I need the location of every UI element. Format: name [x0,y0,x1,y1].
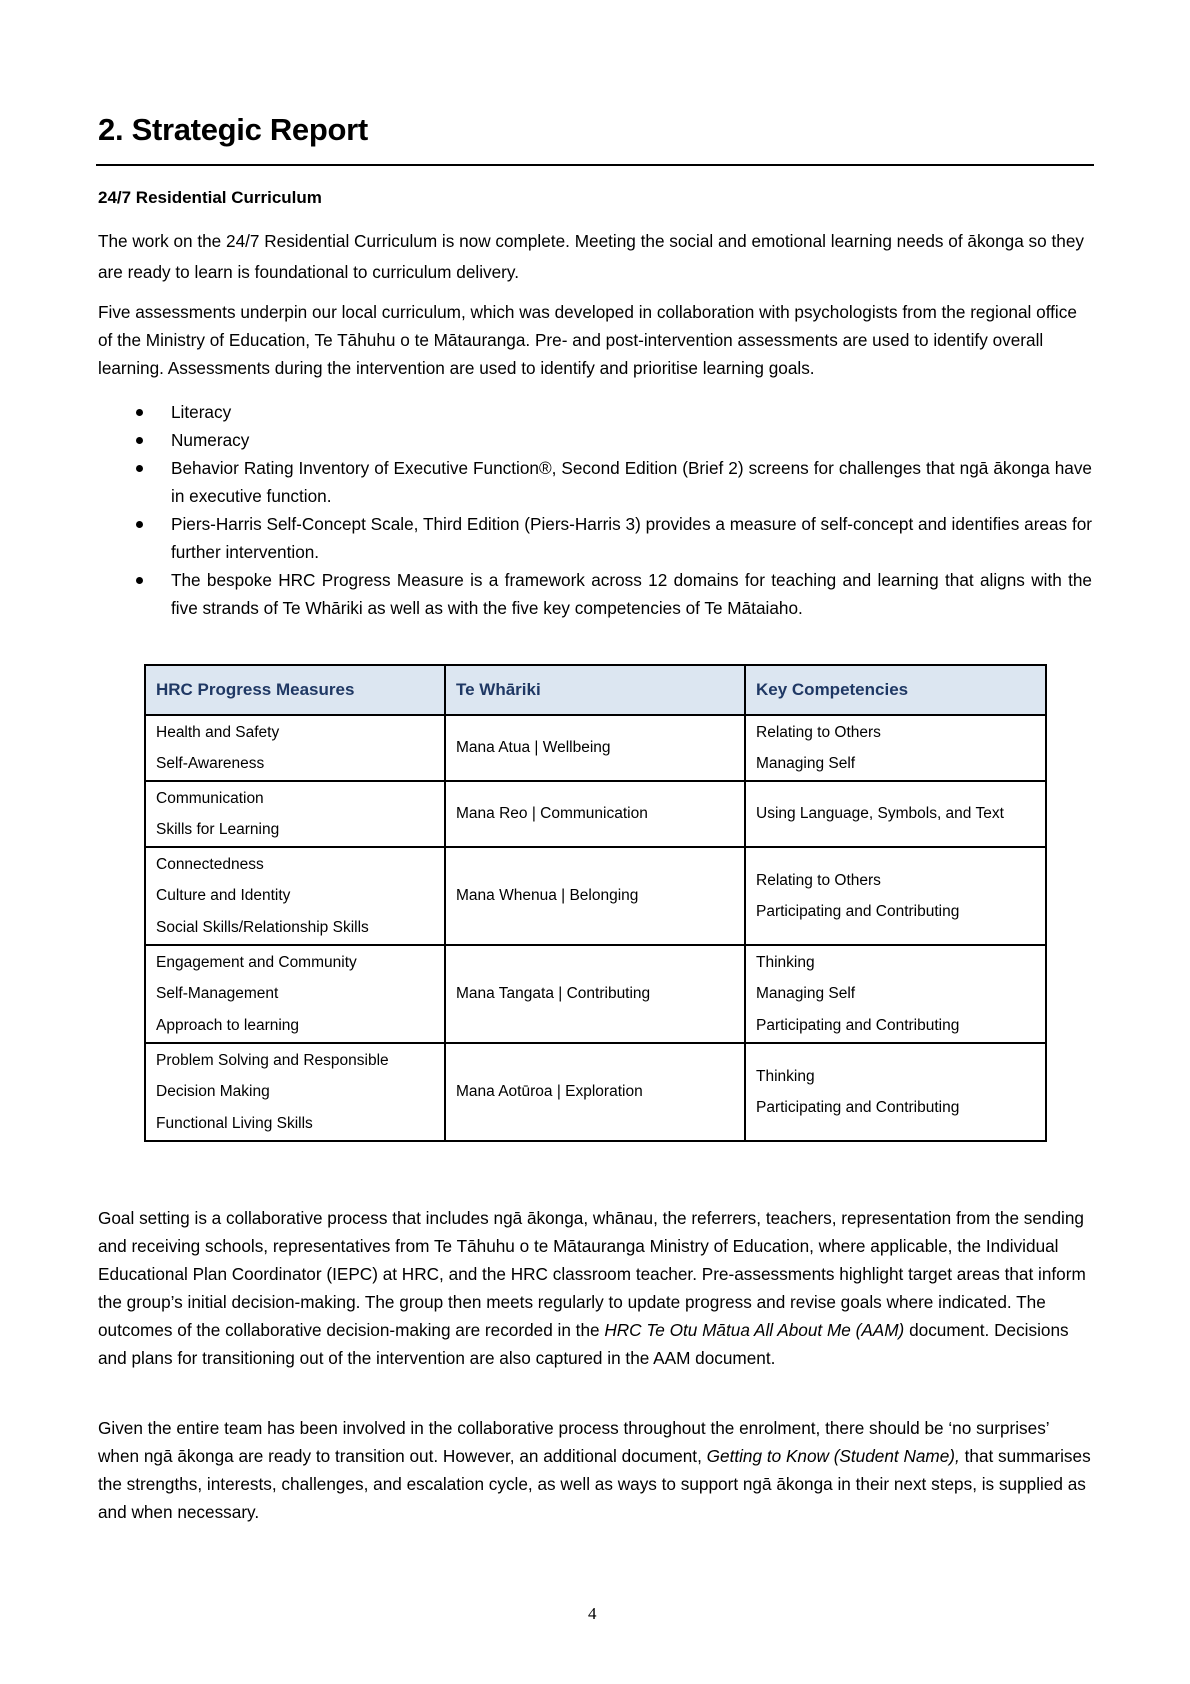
table-row [145,715,1046,781]
list-item: Numeracy [98,426,1092,454]
list-item: Piers-Harris Self-Concept Scale, Third Edition (Piers-Harris 3) provides a measure of self-concept and identifies areas for further intervention. [98,510,1092,566]
table-header-row [145,665,1046,715]
document-title-aam: HRC Te Otu Mātua All About Me (AAM) [604,1320,905,1340]
column-header-whariki: Te Whāriki [445,665,745,715]
bullet-icon [136,409,143,416]
measures-cell: Problem Solving and Responsible Decision Making Functional Living Skills [145,1043,445,1141]
whariki-cell: Mana Tangata | Contributing [445,945,745,1043]
measures-cell: Health and Safety Self-Awareness [145,715,445,781]
competencies-cell: Thinking Managing Self Participating and Contributing [745,945,1046,1043]
table-row [145,945,1046,1043]
table-row [145,781,1046,847]
section-heading: 24/7 Residential Curriculum [98,188,322,207]
page-number: 4 [588,1604,597,1623]
measures-cell: Communication Skills for Learning [145,781,445,847]
assessment-list [98,398,1092,622]
whariki-cell: Mana Whenua | Belonging [445,847,745,945]
measures-cell: Connectedness Culture and Identity Social Skills/Relationship Skills [145,847,445,945]
bullet-icon [136,577,143,584]
bullet-icon [136,465,143,472]
bullet-icon [136,521,143,528]
competencies-cell: Relating to Others Managing Self [745,715,1046,781]
list-item: The bespoke HRC Progress Measure is a framework across 12 domains for teaching and learning that aligns with the five strands of Te Whāriki as well as with the five key competencies of Te Mātaiaho. [98,566,1092,622]
competencies-cell: Relating to Others Participating and Contributing [745,847,1046,945]
goal-setting-paragraph: Goal setting is a collaborative process that includes ngā ākonga, whānau, the referrers, teachers, representation from the sending and receiving schools, representatives from Te Tāhuhu o te Mātauranga Ministry of Education, where applicable, the Individual Educational Plan Coordinator (IEPC) at HRC, and the HRC classroom teacher. Pre-assessments highlight target areas that inform the group’s initial decision-making. The group then meets regularly to update progress and revise goals where indicated. The outcomes of the collaborative decision-making are recorded in the HRC Te Otu Mātua All About Me (AAM) document. Decisions and plans for transitioning out of the intervention are also captured in the AAM document. [98,1208,1086,1368]
competencies-cell: Using Language, Symbols, and Text [745,781,1046,847]
competencies-cell: Thinking Participating and Contributing [745,1043,1046,1141]
whariki-cell: Mana Reo | Communication [445,781,745,847]
measures-cell: Engagement and Community Self-Management Approach to learning [145,945,445,1043]
progress-measures-table [144,664,1047,1142]
bullet-icon [136,437,143,444]
whariki-cell: Mana Aotūroa | Exploration [445,1043,745,1141]
list-item: Behavior Rating Inventory of Executive Function®, Second Edition (Brief 2) screens for challenges that ngā ākonga have in executive function. [98,454,1092,510]
column-header-measures: HRC Progress Measures [145,665,445,715]
table-row [145,847,1046,945]
column-header-competencies: Key Competencies [745,665,1046,715]
title-divider [96,164,1094,166]
document-title-getting-to-know: Getting to Know (Student Name), [706,1446,960,1466]
intro-paragraph: The work on the 24/7 Residential Curriculum is now complete. Meeting the social and emotional learning needs of ākonga so they are ready to learn is foundational to curriculum delivery. [98,231,1084,282]
table-row [145,1043,1046,1141]
page-title: 2. Strategic Report [98,112,368,147]
assessments-paragraph: Five assessments underpin our local curriculum, which was developed in collaboration with psychologists from the regional office of the Ministry of Education, Te Tāhuhu o te Mātauranga. Pre- and post-intervention assessments are used to identify overall learning. Assessments during the intervention are used to identify and prioritise learning goals. [98,302,1077,378]
whariki-cell: Mana Atua | Wellbeing [445,715,745,781]
transition-paragraph: Given the entire team has been involved in the collaborative process throughout the enrolment, there should be ‘no surprises’ when ngā ākonga are ready to transition out. However, an additional document, Getting to Know (Student Name), that summarises the strengths, interests, challenges, and escalation cycle, as well as ways to support ngā ākonga in their next steps, is supplied as and when necessary. [98,1418,1091,1522]
list-item: Literacy [98,398,1092,426]
